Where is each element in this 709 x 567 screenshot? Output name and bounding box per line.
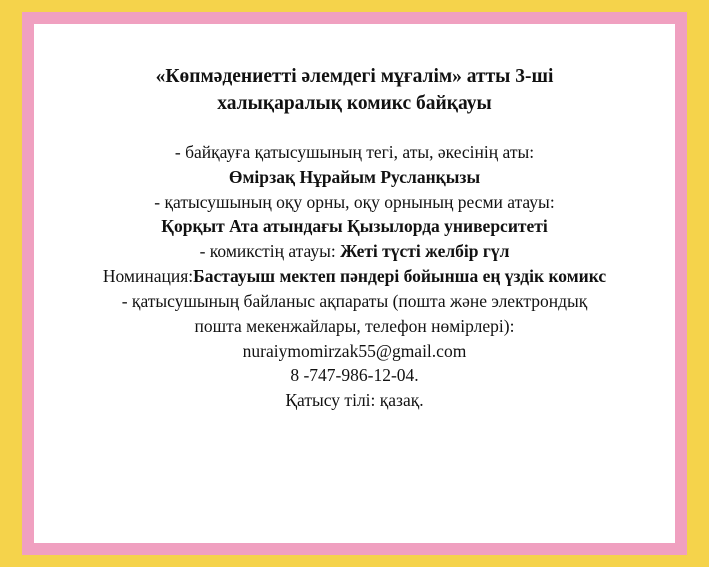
document-title: «Көпмәдениетті әлемдегі мұғалім» атты 3-ші халықаралық комикс байқауы [155,66,554,114]
language-line: Қатысу тілі: қазақ. [285,390,424,411]
contact-label: - қатысушының байланыс ақпараты (пошта және электрондық пошта мекенжайлары, телефон нөмірлері): [121,290,588,336]
participant-label: - байқауға қатысушының тегі, аты, әкесінің аты: [174,141,535,162]
email-value: nuraiymomirzak55@gmail.com [242,340,467,361]
white-card [34,24,675,543]
nomination-value: Бастауыш мектеп пәндері бойынша ең үздік комикс [193,266,607,287]
comic-label: - комикстің атауы: [199,241,336,262]
nomination-line [64,264,645,289]
comic-name: Жеті түсті желбір гүл [340,241,510,262]
institution-name: Қорқыт Ата атындағы Қызылорда университеті [161,216,548,237]
nomination-label: Номинация: [102,266,194,287]
pink-border-frame [22,12,687,555]
document-content [64,64,645,413]
comic-title-line [64,239,645,264]
phone-value: 8 -747-986-12-04. [290,365,419,386]
institution-label: - қатысушының оқу орны, оқу орнының ресми атауы: [154,191,555,212]
participant-name: Өмірзақ Нұрайым Русланқызы [228,166,481,187]
